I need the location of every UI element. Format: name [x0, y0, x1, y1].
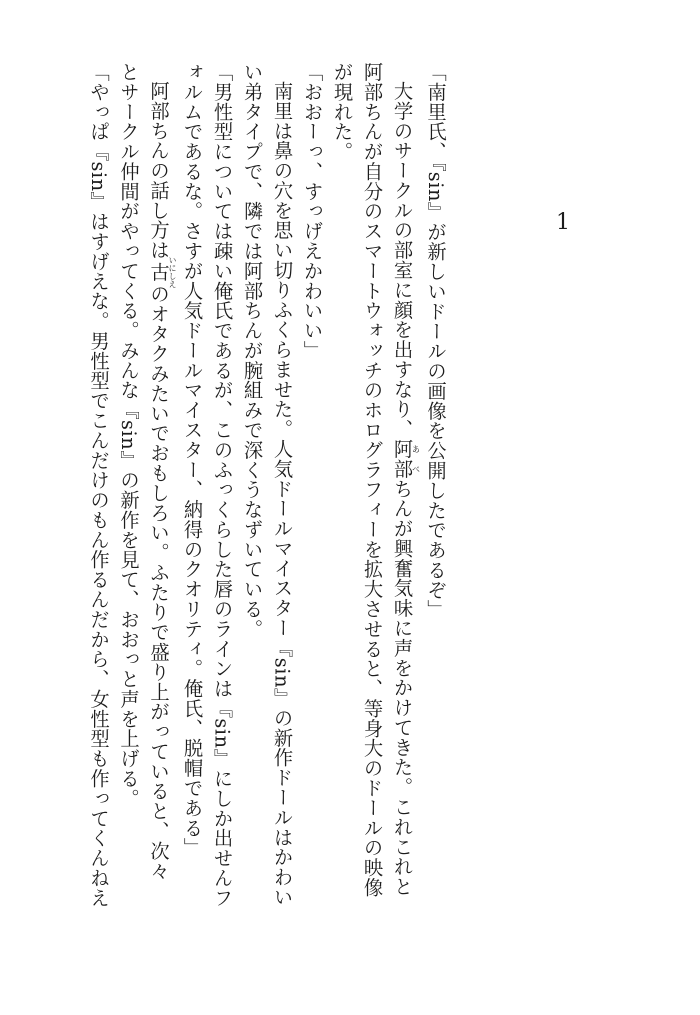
ruby-word	[147, 256, 177, 289]
text-line	[387, 62, 421, 962]
vertical-text-body	[50, 62, 450, 962]
text-line: とサークル仲間がやってくる。みんな『sin』の新作を見て、おおっと声を上げる。	[117, 62, 140, 809]
text-line: 南里は鼻の穴を思い切りふくらませた。人気ドールマイスター『sin』の新作ドールはかわい	[270, 81, 294, 908]
text-line: い弟タイプで、隣では阿部ちんが腕組みで深くうなずいている。	[240, 62, 264, 639]
text-segment: のオタクみたいでおもしろい。ふたりで盛り上がっていると、次々	[147, 284, 170, 881]
text-segment: ちんが興奮気味に声をかけてきた。これこれと	[390, 479, 414, 897]
text-segment: 阿部ちんの話し方は	[147, 81, 170, 261]
page-number: 1	[556, 210, 570, 235]
ruby-base: 阿部	[390, 439, 414, 480]
text-line: が現れた。	[330, 62, 354, 162]
text-line	[143, 62, 177, 962]
text-line: 「南里氏、『sin』が新しいドールの画像を公開したであるぞ」	[424, 62, 447, 620]
ruby-reading: いにしえ	[168, 256, 177, 289]
ruby-word	[390, 439, 421, 480]
ruby-base: 古	[147, 256, 170, 289]
text-line: 「男性型については疎い俺氏であるが、このふっくらした唇のラインは『sin』にしか出せんフ	[210, 62, 234, 908]
ruby-reading: あべ	[411, 439, 421, 480]
text-line: 阿部ちんが自分のスマートウォッチのホログラフィーを拡大させると、等身大のドールの映像	[360, 62, 384, 898]
text-segment: 大学のサークルの部室に顔を出すなり、	[390, 81, 414, 440]
text-line: 「やっぱ『sin』はすげえな。男性型でこんだけのもん作るんだから、女性型も作ってくんねえ	[87, 62, 110, 908]
text-line: ォルムであるな。さすが人気ドールマイスター、納得のクオリティ。俺氏、脱帽である」	[180, 62, 204, 858]
text-line: 「おおーっ、すっげえかわいい」	[300, 62, 324, 361]
